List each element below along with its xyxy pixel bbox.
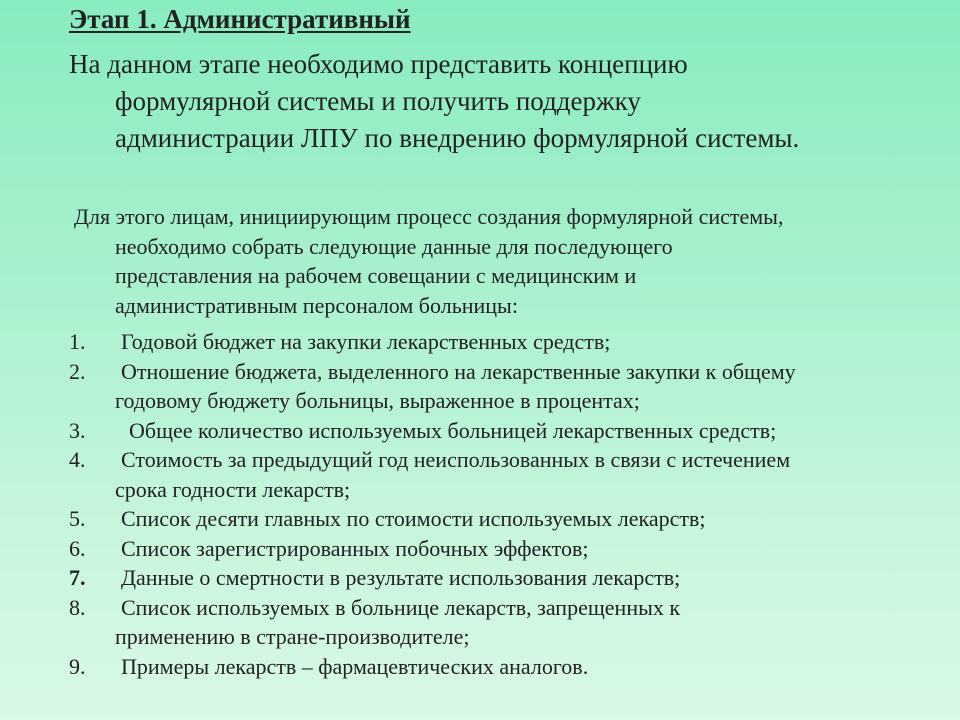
intro-line: формулярной системы и получить поддержку [115, 86, 641, 116]
list-item [69, 593, 796, 652]
intro-line: На данном этапе необходимо представить концепцию [69, 49, 688, 79]
list-item [69, 327, 796, 357]
list-item [69, 504, 796, 534]
list-item-number: 2. [69, 358, 86, 384]
list-item [69, 563, 796, 593]
list-item-text: Отношение бюджета, выделенного на лекарственные закупки к общему [121, 358, 796, 384]
list-item-text: Список используемых в больнице лекарств, запрещенных к [121, 594, 681, 620]
slide-title: Этап 1. Административный [69, 4, 411, 34]
list-item-text: Годовой бюджет на закупки лекарственных средств; [121, 329, 611, 354]
list-item-number: 4. [69, 447, 86, 472]
list-item-text: Стоимость за предыдущий год неиспользованных в связи с истечением [121, 447, 791, 472]
list-item [69, 445, 796, 504]
intro-text [69, 46, 949, 157]
list-item-text: Примеры лекарств – фармацевтических аналогов. [121, 653, 589, 679]
list-item-text: срока годности лекарств; [115, 476, 351, 502]
list-item-number: 3. [69, 417, 86, 443]
list-item-number: 9. [69, 653, 86, 679]
list-item-text: Список десяти главных по стоимости используемых лекарств; [121, 506, 706, 531]
list-item-text: Общее количество используемых больницей лекарственных средств; [129, 417, 777, 443]
list-item-number: 1. [69, 329, 86, 354]
list-item-number: 8. [69, 594, 86, 620]
list-item-text: применению в стране-производителе; [115, 624, 470, 649]
list-item-number: 5. [69, 506, 86, 531]
list-item [69, 652, 796, 682]
list-item-number: 7. [69, 565, 86, 590]
data-requirements-list [69, 327, 796, 681]
paragraph-line: необходимо собрать следующие данные для последующего [115, 233, 673, 259]
paragraph-line: Для этого лицам, инициирующим процесс создания формулярной системы, [74, 204, 784, 229]
list-item-text: годовому бюджету больницы, выраженное в процентах; [115, 388, 640, 413]
list-item-text: Данные о смертности в результате использования лекарств; [121, 565, 681, 590]
list-item-text: Список зарегистрированных побочных эффектов; [121, 535, 589, 561]
list-item [69, 534, 796, 564]
list-item-number: 6. [69, 535, 86, 561]
paragraph-line: представления на рабочем совещании с медицинским и [115, 263, 637, 288]
paragraph-line: административным персоналом больницы: [115, 292, 518, 318]
list-item [69, 357, 796, 416]
lead-paragraph [74, 202, 783, 320]
intro-line: администрации ЛПУ по внедрению формулярной системы. [115, 123, 800, 153]
list-item [69, 416, 796, 446]
